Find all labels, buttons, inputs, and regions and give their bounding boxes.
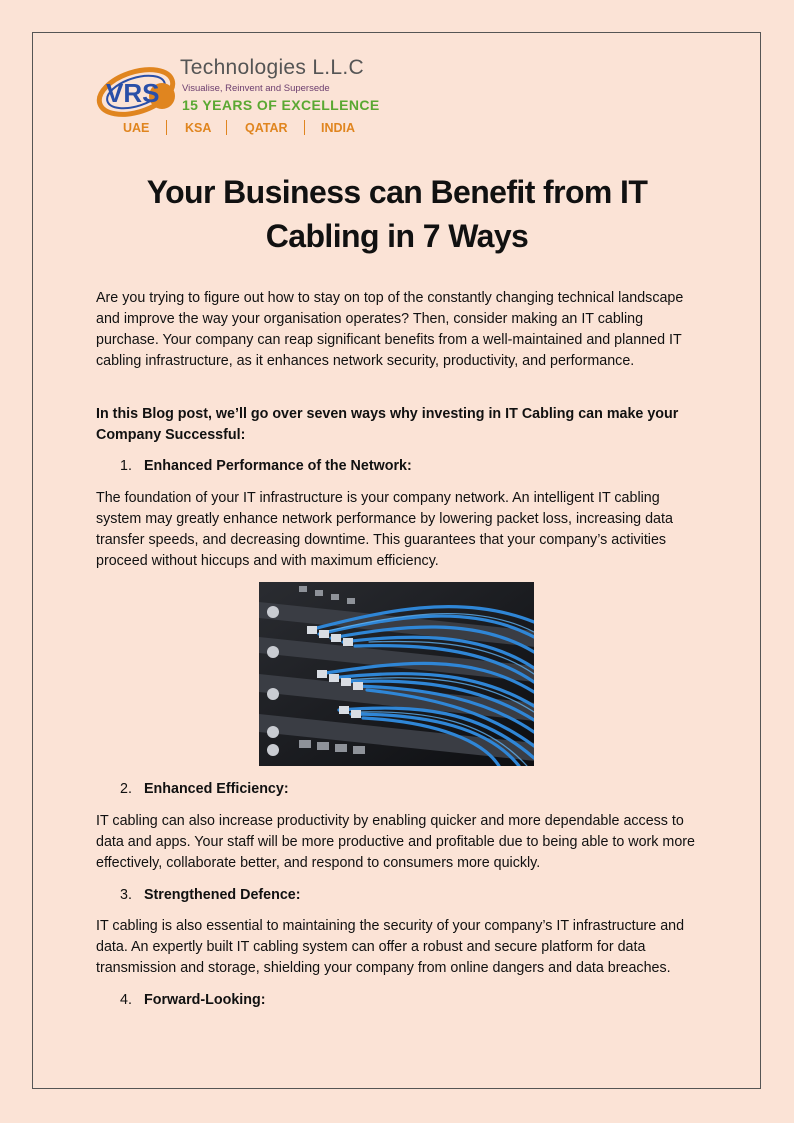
company-logo (96, 52, 386, 142)
region-separator (226, 120, 227, 135)
section-number: 1. (120, 458, 132, 474)
logo-regions (116, 121, 386, 137)
lead-paragraph: In this Blog post, we’ll go over seven ways why investing in IT Cabling can make your Company Successful: (96, 406, 679, 443)
logo-excellence: 15 YEARS OF EXCELLENCE (182, 97, 380, 113)
section-body-1: The foundation of your IT infrastructure is your company network. An intelligent IT cabling system may greatly enhance network performance by lowering packet loss, increasing data transfer speeds, and decreasing downtime. This guarantees that your company’s activities proceed without hiccups and with maximum efficiency. (96, 490, 673, 569)
vrs-logo-mark (96, 60, 180, 122)
patch-panel-image (259, 582, 534, 766)
region-separator (304, 120, 305, 135)
logo-company-name: Technologies L.L.C (180, 56, 365, 79)
section-heading-text: Forward-Looking: (144, 992, 266, 1008)
section-heading-text: Strengthened Defence: (144, 887, 301, 903)
section-heading-text: Enhanced Performance of the Network: (144, 458, 412, 474)
section-heading-1 (120, 456, 412, 477)
section-heading-3 (120, 885, 301, 906)
section-number: 3. (120, 887, 132, 903)
logo-mark-text: VRS (106, 78, 160, 108)
region-uae: UAE (123, 121, 150, 135)
section-body-3: IT cabling is also essential to maintaining the security of your company’s IT infrastructure and data. An expertly built IT cabling system can offer a robust and secure platform for data transmission and storage, shielding your company from online dangers and data breaches. (96, 918, 685, 976)
section-number: 4. (120, 992, 132, 1008)
page-title: Your Business can Benefit from IT Cabling in 7 Ways (146, 174, 648, 254)
network-cable-photo (259, 582, 534, 766)
section-number: 2. (120, 781, 132, 797)
intro-paragraph: Are you trying to figure out how to stay on top of the constantly changing technical landscape and improve the way your organisation operates? Then, consider making an IT cabling purchase. Your company can reap significant benefits from a well-maintained and planned IT cabling infrastructure, as it enhances network security, productivity, and performance. (96, 290, 684, 369)
section-heading-2 (120, 779, 289, 800)
section-heading-4 (120, 990, 266, 1011)
section-heading-text: Enhanced Efficiency: (144, 781, 289, 797)
section-body-2: IT cabling can also increase productivity by enabling quicker and more dependable access to data and apps. Your staff will be more productive and profitable due to being able to work more effectively, collaborate better, and respond to consumers more quickly. (96, 813, 695, 871)
region-ksa: KSA (185, 121, 212, 135)
region-india: INDIA (321, 121, 356, 135)
region-separator (166, 120, 167, 135)
region-qatar: QATAR (245, 121, 288, 135)
logo-tagline: Visualise, Reinvent and Supersede (182, 83, 330, 94)
